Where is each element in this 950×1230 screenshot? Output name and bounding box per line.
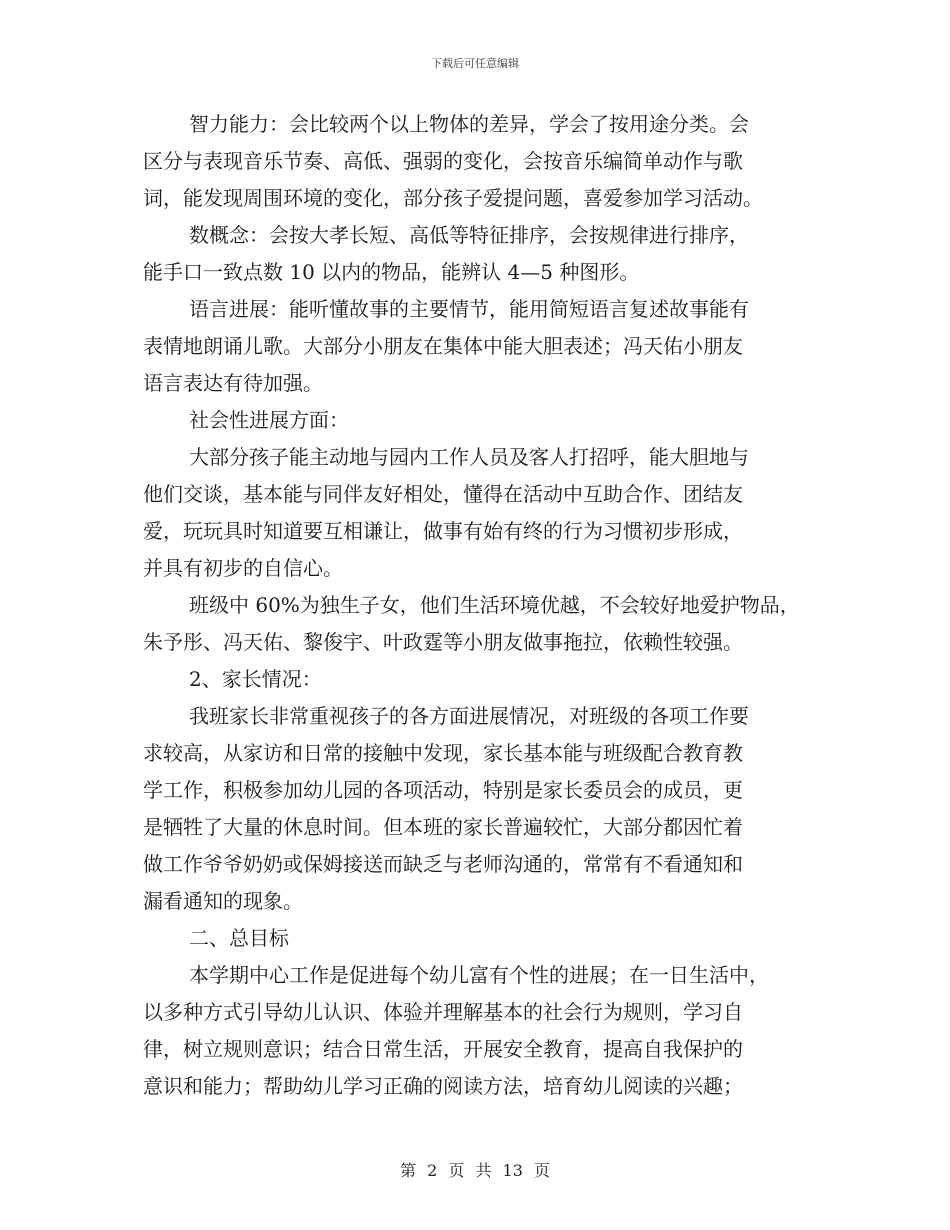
text-line: 语言表达有待加强。 (143, 371, 323, 395)
text-line: 学工作，积极参加幼儿园的各项活动，特别是家长委员会的成员，更 (143, 778, 743, 802)
text-line: 做工作爷爷奶奶或保姆接送而缺乏与老师沟通的，常常有不看通知和 (143, 852, 743, 876)
text-line: 语言进展：能听懂故事的主要情节，能用简短语言复述故事能有 (189, 297, 749, 321)
text-line: 区分与表现音乐节奏、高低、强弱的变化，会按音乐编简单动作与歌 (143, 149, 743, 173)
text-line: 爱，玩玩具时知道要互相谦让，做事有始有终的行为习惯初步形成， (143, 519, 743, 543)
text-line: 并具有初步的自信心。 (143, 556, 343, 580)
text-line: 朱予彤、冯天佑、黎俊宇、叶政霆等小朋友做事拖拉，依赖性较强。 (143, 630, 743, 654)
page-number-footer: 第 2 页 共 13 页 (400, 1161, 550, 1180)
text-line: 班级中 60%为独生子女，他们生活环境优越，不会较好地爱护物品， (189, 593, 800, 617)
text-line: 律，树立规则意识；结合日常生活，开展安全教育，提高自我保护的 (143, 1037, 743, 1061)
text-line: 以多种方式引导幼儿认识、体验并理解基本的社会行为规则，学习自 (143, 1000, 743, 1024)
text-line: 词，能发现周围环境的变化，部分孩子爱提问题，喜爱参加学习活动。 (143, 186, 763, 210)
text-line: 是牺牲了大量的休息时间。但本班的家长普遍较忙，大部分都因忙着 (143, 815, 743, 839)
text-line: 数概念：会按大孝长短、高低等特征排序，会按规律进行排序， (189, 223, 749, 247)
section-heading: 社会性进展方面： (189, 408, 349, 432)
text-line: 表情地朗诵儿歌。大部分小朋友在集体中能大胆表述；冯天佑小朋友 (143, 334, 743, 358)
text-line: 智力能力：会比较两个以上物体的差异，学会了按用途分类。会 (189, 112, 749, 136)
page-header: 下载后可任意编辑 (431, 57, 519, 70)
text-line: 能手口一致点数 10 以内的物品，能辨认 4—5 种图形。 (143, 260, 640, 284)
text-line: 求较高，从家访和日常的接触中发现，家长基本能与班级配合教育教 (143, 741, 743, 765)
document-body (143, 106, 833, 1105)
text-line: 他们交谈，基本能与同伴友好相处，懂得在活动中互助合作、团结友 (143, 482, 743, 506)
text-line: 意识和能力；帮助幼儿学习正确的阅读方法，培育幼儿阅读的兴趣； (143, 1074, 743, 1098)
text-line: 大部分孩子能主动地与园内工作人员及客人打招呼，能大胆地与 (189, 445, 749, 469)
text-line: 本学期中心工作是促进每个幼儿富有个性的进展；在一日生活中， (189, 963, 769, 987)
text-line: 漏看通知的现象。 (143, 889, 303, 913)
section-heading: 二、总目标 (189, 926, 289, 950)
section-heading: 2、家长情况： (189, 667, 322, 691)
text-line: 我班家长非常重视孩子的各方面进展情况，对班级的各项工作要 (189, 704, 749, 728)
